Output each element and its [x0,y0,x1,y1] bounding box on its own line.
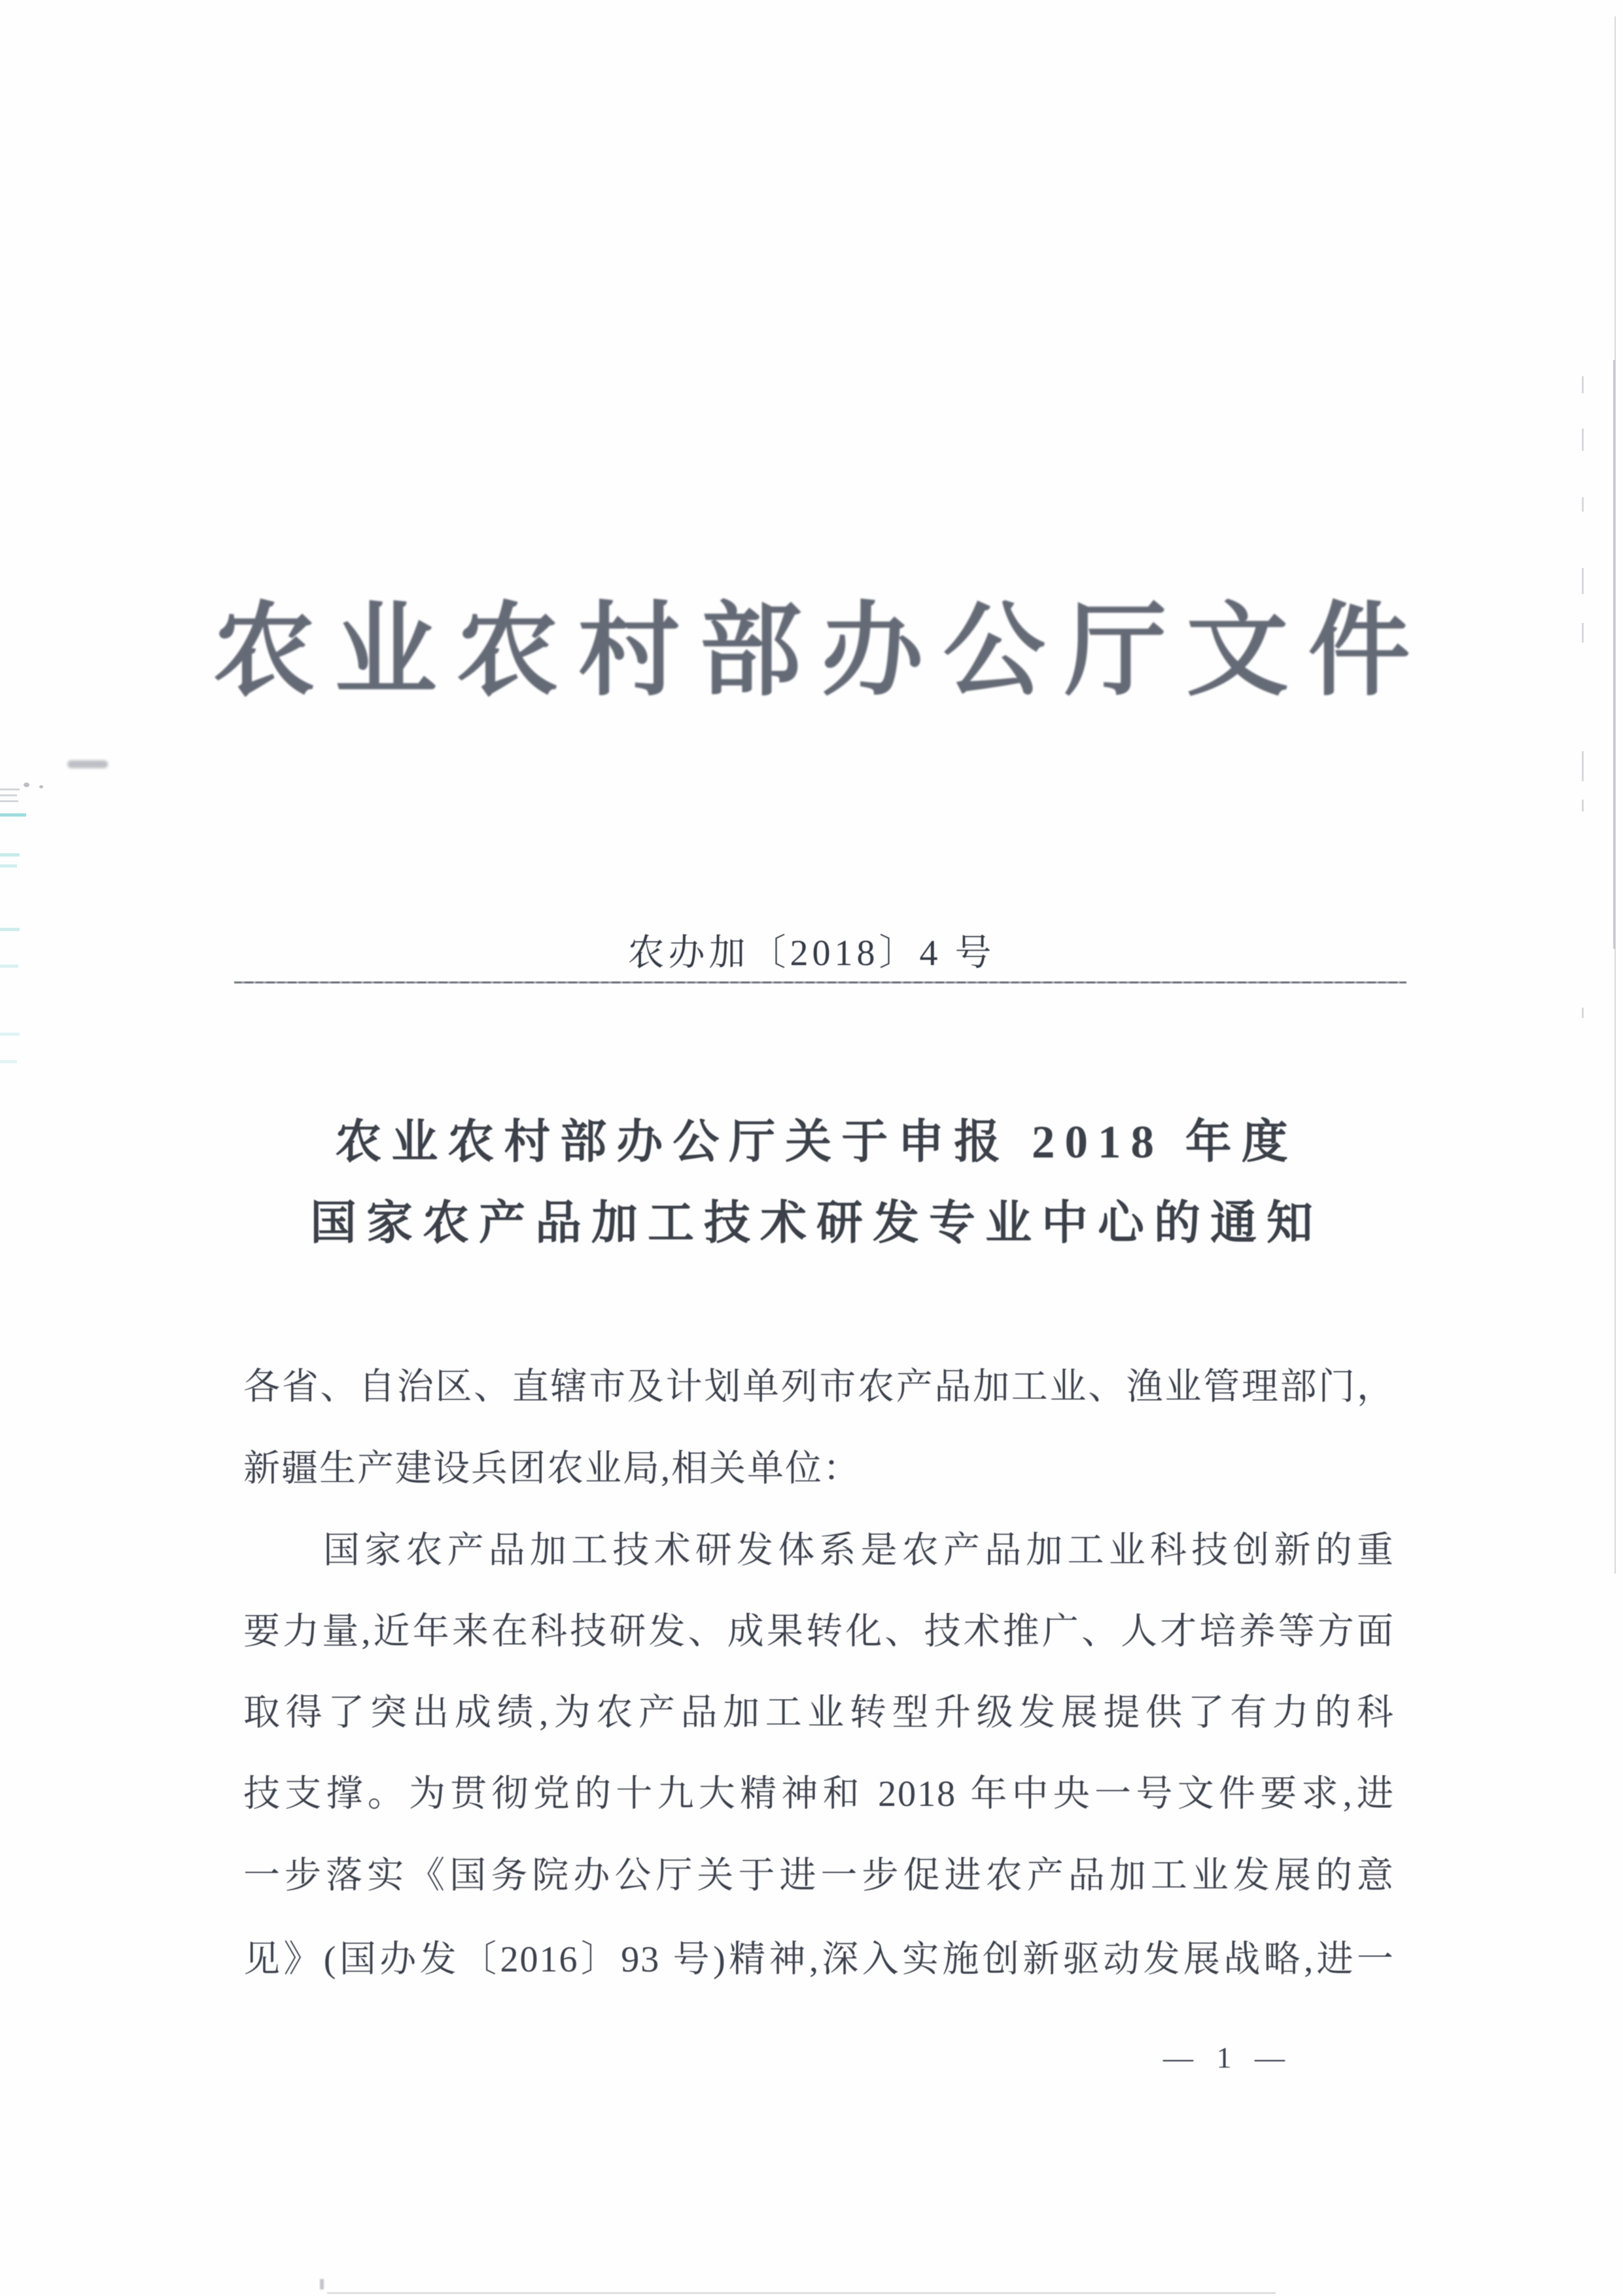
scan-artifact-dash [1582,800,1584,811]
scan-artifact-teal-dash [0,1033,20,1036]
divider-rule [234,981,1406,983]
scan-artifact-dash [1582,429,1584,451]
scan-artifact-dash [1582,751,1584,781]
page-number: — 1 — [1163,2041,1293,2074]
scan-artifact-speck [320,2279,324,2289]
scan-artifact-right-edge-line [1614,16,1616,1574]
body-line-paragraph: 一步落实《国务院办公厅关于进一步促进农产品加工业发展的意 [243,1856,1395,1896]
scan-artifact-dot [39,785,43,788]
scan-artifact-dash [1582,1008,1584,1018]
letterhead-title: 农业农村部办公厅文件 [213,595,1430,708]
scan-artifact-dash [1582,497,1584,512]
body-line-addressee-1: 各省、自治区、直辖市及计划单列市农产品加工业、渔业管理部门， [243,1367,1395,1407]
doc-title-line-2: 国家农产品加工技术研发专业中心的通知 [309,1198,1323,1249]
scan-artifact-gray-tick [0,788,20,790]
scan-artifact-smudge [67,760,108,768]
scan-artifact-gray-tick [0,800,18,802]
body-line-addressee-2: 新疆生产建设兵团农业局,相关单位： [243,1449,861,1489]
scan-artifact-bottom-line [327,2292,1276,2294]
document-number: 农办加〔2018〕4 号 [627,933,996,974]
scan-artifact-teal-dash [0,864,17,868]
scan-artifact-dot [24,783,29,787]
body-line-paragraph: 取得了突出成绩,为农产品加工业转型升级发展提供了有力的科 [243,1693,1395,1733]
scan-artifact-teal-dash [0,1060,17,1063]
body-line-paragraph: 技支撑。为贯彻党的十九大精神和 2018 年中央一号文件要求,进 [243,1774,1395,1814]
scan-artifact-teal-dash [0,853,20,857]
body-line-paragraph: 要力量,近年来在科技研发、成果转化、技术推广、人才培养等方面 [243,1612,1395,1652]
scan-artifact-teal-dash [0,813,26,817]
scan-artifact-dash [1582,376,1584,393]
body-line-paragraph: 见》(国办发〔2016〕93 号)精神,深入实施创新驱动发展战略,进一 [243,1939,1395,1980]
body-line-paragraph: 国家农产品加工技术研发体系是农产品加工业科技创新的重 [323,1530,1395,1571]
scan-artifact-gray-tick [0,794,17,796]
doc-title-line-1: 农业农村部办公厅关于申报 2018 年度 [335,1117,1298,1168]
